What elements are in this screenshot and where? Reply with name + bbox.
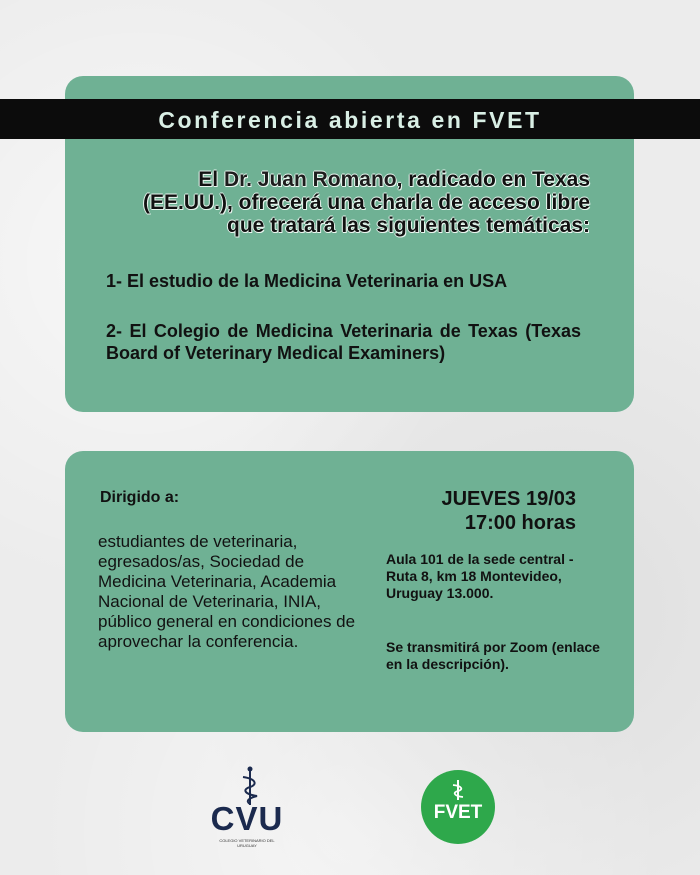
topic-item: 1- El estudio de la Medicina Veterinaria en USA	[106, 271, 508, 291]
event-venue: Aula 101 de la sede central - Ruta 8, km 18 Montevideo, Uruguay 13.000.	[386, 551, 574, 601]
page-title: Conferencia abierta en FVET	[158, 107, 542, 133]
intro-text-start: El	[198, 168, 224, 191]
cvu-logo-text: CVU	[210, 800, 284, 837]
intro-paragraph	[106, 168, 590, 237]
zoom-notice: Se transmitirá por Zoom (enlace en la descripción).	[386, 639, 600, 672]
cvu-logo-subtitle: COLEGIO VETERINARIO DEL URUGUAY	[219, 838, 275, 848]
audience-label: Dirigido a:	[100, 489, 180, 506]
title-banner	[0, 99, 700, 139]
topic-item: 2- El Colegio de Medicina Veterinaria de Texas (Texas Board of Veterinary Medical Examiners)	[106, 321, 581, 363]
event-date: JUEVES 19/03	[441, 488, 576, 510]
speaker-name: Dr. Juan Romano	[223, 168, 397, 191]
audience-text: estudiantes de veterinaria, egresados/as, Sociedad de Medicina Veterinaria, Academia Nacional de Veterinaria, INIA, público general en condiciones de aprovechar la conferencia.	[98, 532, 356, 651]
intro-text-end: , radicado en Texas (EE.UU.), ofrecerá una charla de acceso libre que tratará las siguientes temáticas:	[142, 168, 590, 237]
fvet-logo-text: FVET	[433, 802, 483, 823]
event-time: 17:00 horas	[464, 512, 576, 534]
